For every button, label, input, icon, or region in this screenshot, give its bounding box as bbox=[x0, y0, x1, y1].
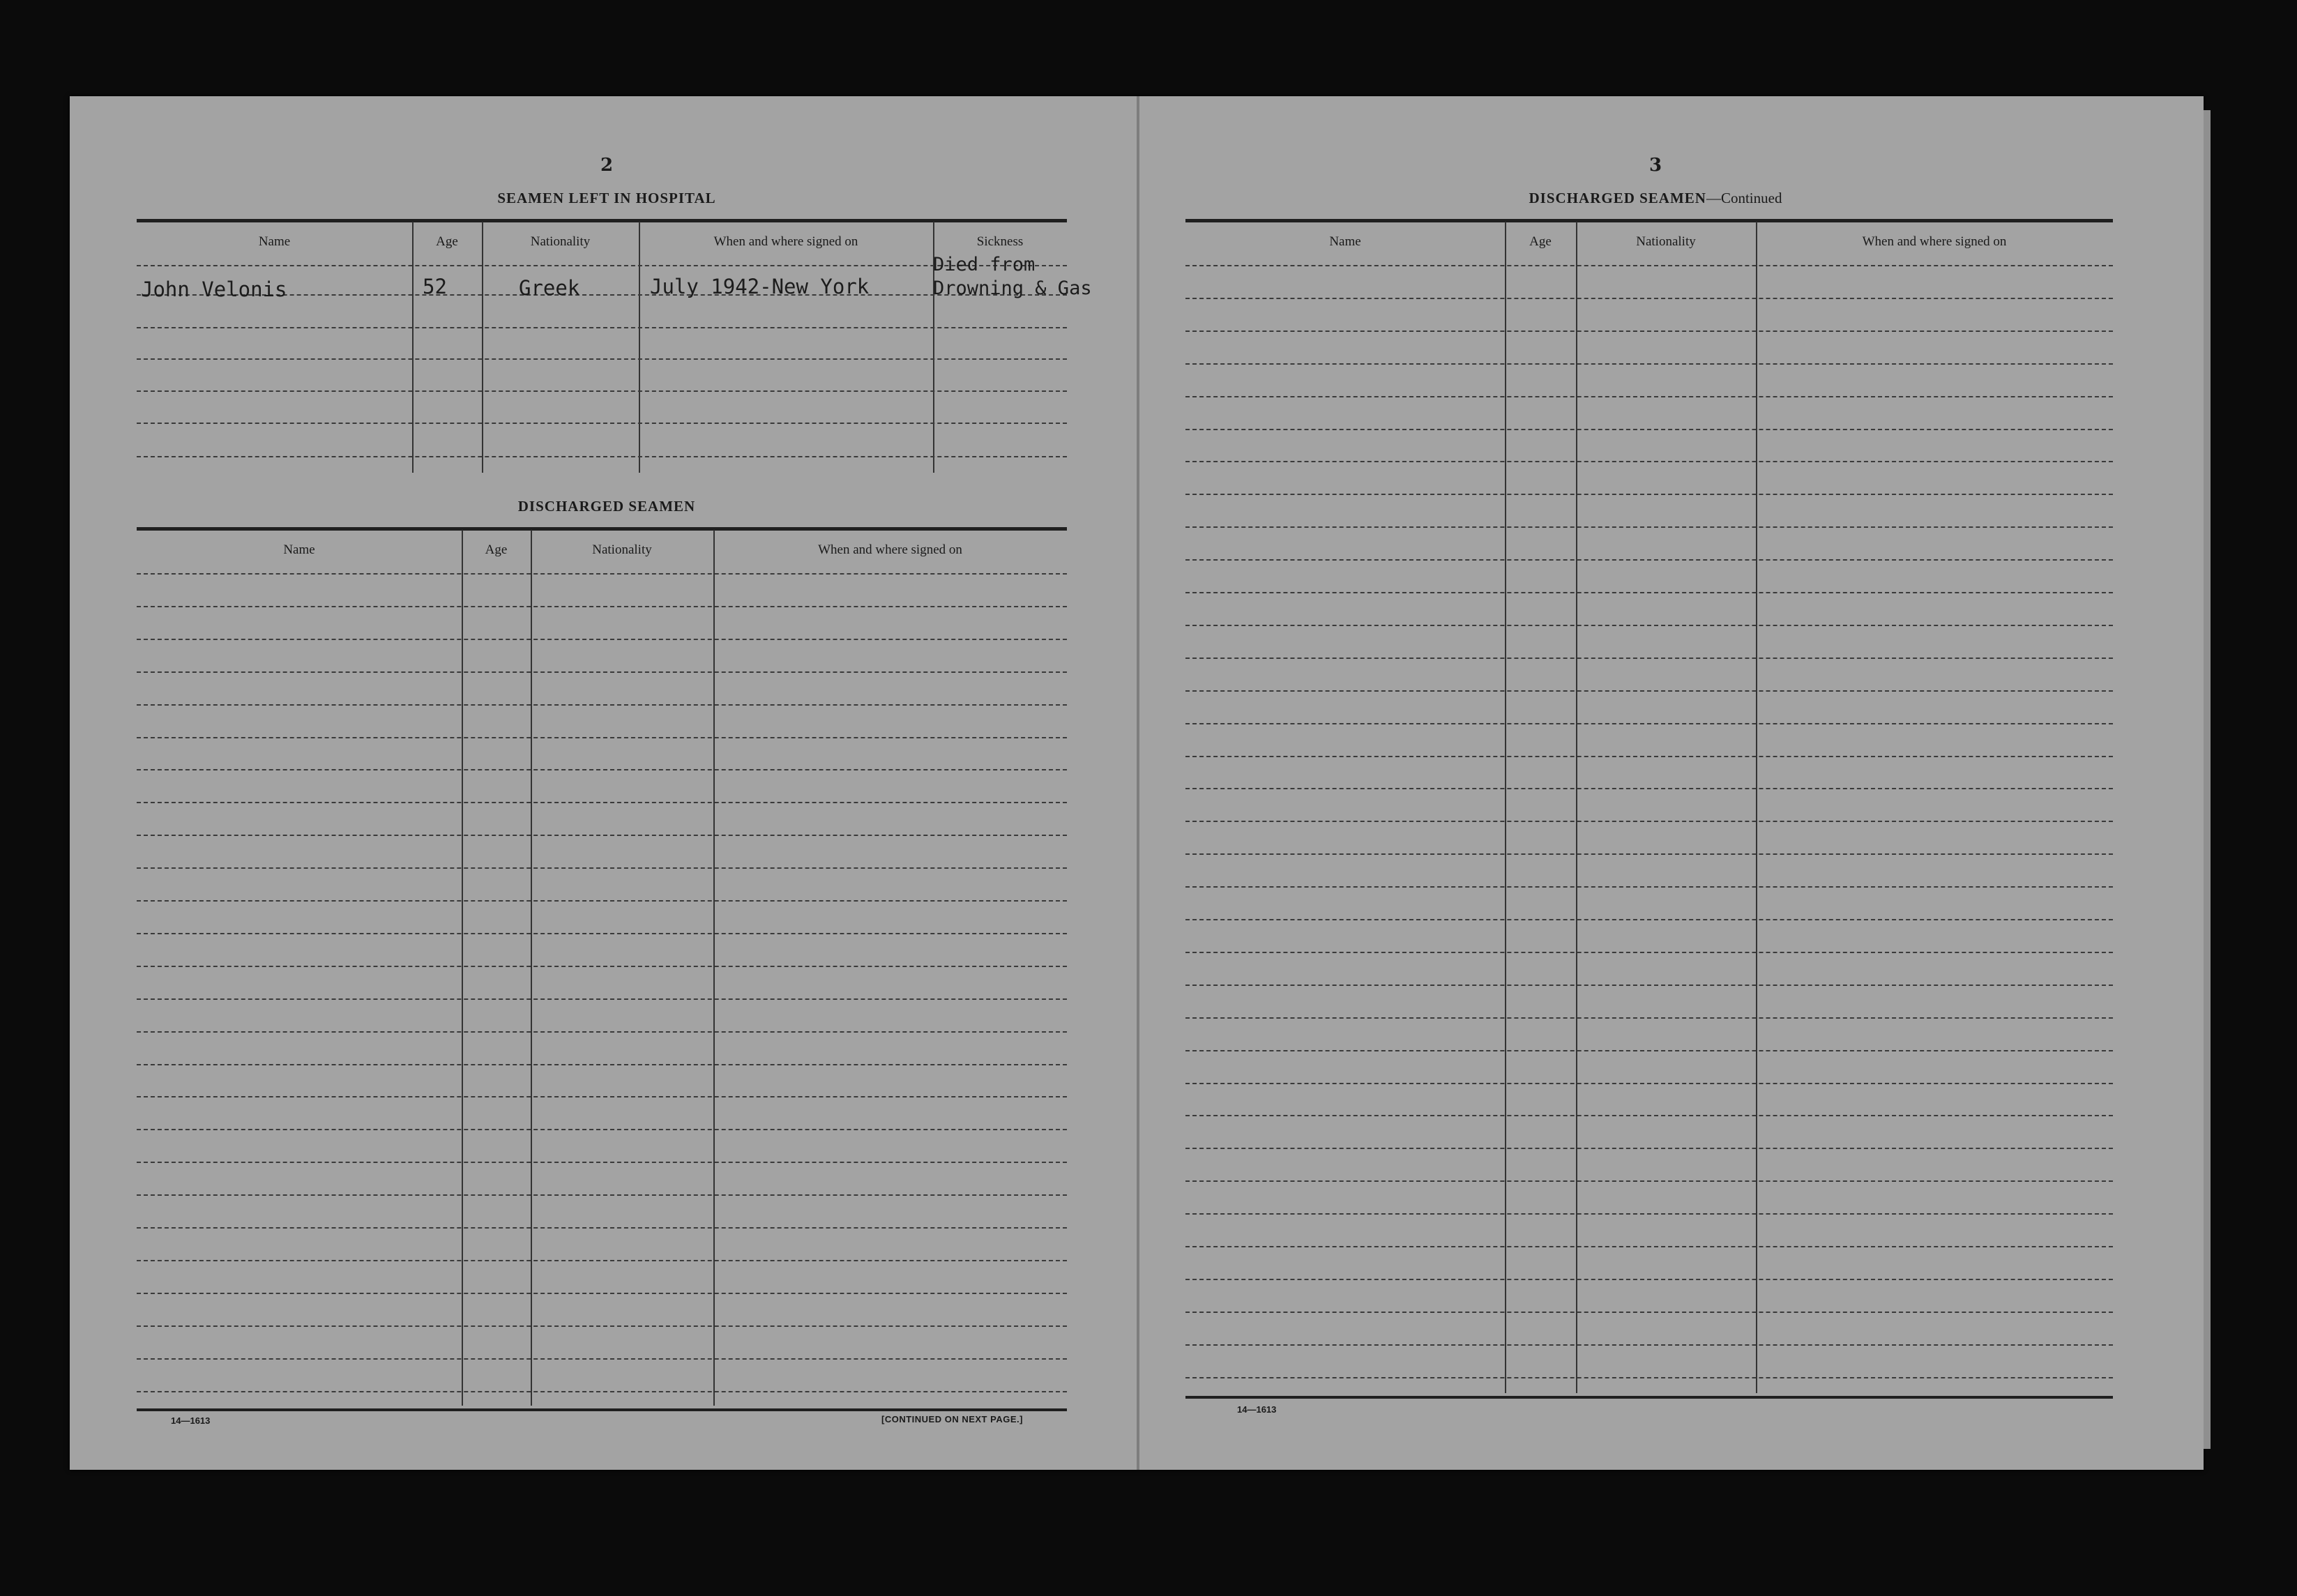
column-divider bbox=[1756, 222, 1757, 1393]
discharged-continued-title bbox=[1446, 190, 1865, 207]
row-line bbox=[1185, 396, 2113, 397]
row-line bbox=[137, 1064, 1067, 1065]
col-header-name: Name bbox=[283, 542, 315, 557]
row-line bbox=[137, 737, 1067, 738]
row-line bbox=[1185, 723, 2113, 724]
row-line bbox=[1185, 461, 2113, 462]
table-top-rule bbox=[137, 219, 1067, 222]
title-main: DISCHARGED SEAMEN bbox=[1529, 190, 1706, 206]
row-line bbox=[1185, 985, 2113, 986]
row-line bbox=[137, 769, 1067, 770]
row-line bbox=[137, 998, 1067, 1000]
column-divider bbox=[1505, 222, 1506, 1393]
row-line bbox=[137, 1260, 1067, 1261]
row-line bbox=[137, 639, 1067, 640]
col-header-nationality: Nationality bbox=[592, 542, 652, 557]
row-line bbox=[1185, 1148, 2113, 1149]
row-line bbox=[137, 671, 1067, 673]
row-line bbox=[1185, 330, 2113, 332]
page-number: 2 bbox=[600, 155, 614, 176]
row-line bbox=[1185, 592, 2113, 593]
column-divider bbox=[462, 530, 463, 1406]
row-line bbox=[1185, 625, 2113, 626]
row-line bbox=[137, 835, 1067, 836]
table-top-rule bbox=[137, 527, 1067, 531]
entry-name: John Velonis bbox=[141, 278, 287, 301]
entry-age: 52 bbox=[423, 275, 447, 298]
column-divider bbox=[713, 530, 715, 1406]
col-header-nationality: Nationality bbox=[1636, 234, 1696, 249]
column-divider bbox=[531, 530, 532, 1406]
row-line bbox=[137, 802, 1067, 803]
row-line bbox=[137, 1391, 1067, 1392]
row-line bbox=[1185, 265, 2113, 266]
row-line bbox=[137, 327, 1067, 328]
col-header-sickness: Sickness bbox=[976, 234, 1024, 249]
title-continued: —Continued bbox=[1706, 190, 1782, 206]
column-divider bbox=[412, 222, 414, 473]
form-code: 14—1613 bbox=[171, 1415, 211, 1426]
col-header-age: Age bbox=[1529, 234, 1552, 249]
entry-sickness-line2: Drowning & Gas bbox=[933, 278, 1092, 299]
row-line bbox=[1185, 952, 2113, 953]
document-sheet bbox=[70, 96, 2204, 1470]
table-bottom-rule bbox=[1185, 1396, 2113, 1399]
row-line bbox=[137, 966, 1067, 967]
discharged-section-title: DISCHARGED SEAMEN bbox=[517, 498, 696, 515]
row-line bbox=[1185, 363, 2113, 365]
row-line bbox=[137, 265, 1067, 266]
row-line bbox=[1185, 756, 2113, 757]
row-line bbox=[1185, 494, 2113, 495]
row-line bbox=[137, 1129, 1067, 1130]
column-divider bbox=[639, 222, 640, 473]
table-top-rule bbox=[1185, 219, 2113, 222]
row-line bbox=[1185, 1344, 2113, 1346]
col-header-name: Name bbox=[1329, 234, 1361, 249]
row-line bbox=[137, 358, 1067, 360]
col-header-name: Name bbox=[258, 234, 291, 249]
row-line bbox=[137, 1325, 1067, 1327]
row-line bbox=[1185, 1213, 2113, 1215]
col-header-signed-on: When and where signed on bbox=[1862, 234, 2007, 249]
row-line bbox=[137, 1031, 1067, 1033]
col-header-nationality: Nationality bbox=[530, 234, 591, 249]
row-line bbox=[137, 606, 1067, 607]
row-line bbox=[137, 1162, 1067, 1163]
form-code: 14—1613 bbox=[1237, 1404, 1277, 1415]
row-line bbox=[1185, 1312, 2113, 1313]
row-line bbox=[137, 390, 1067, 392]
row-line bbox=[1185, 526, 2113, 528]
row-line bbox=[1185, 1377, 2113, 1378]
row-line bbox=[1185, 821, 2113, 822]
page-edge bbox=[2204, 110, 2211, 1449]
row-line bbox=[1185, 1083, 2113, 1084]
row-line bbox=[137, 1227, 1067, 1229]
row-line bbox=[137, 867, 1067, 869]
row-line bbox=[137, 900, 1067, 902]
hospital-section-title: SEAMEN LEFT IN HOSPITAL bbox=[497, 190, 716, 206]
table-bottom-rule bbox=[137, 1408, 1067, 1411]
entry-sickness-line1: Died from bbox=[933, 254, 1036, 275]
right-page bbox=[1139, 96, 2204, 1470]
row-line bbox=[137, 704, 1067, 706]
column-divider bbox=[482, 222, 483, 473]
row-line bbox=[137, 573, 1067, 575]
row-line bbox=[1185, 853, 2113, 855]
row-line bbox=[1185, 1246, 2113, 1247]
row-line bbox=[137, 1194, 1067, 1196]
row-line bbox=[1185, 1115, 2113, 1116]
row-line bbox=[1185, 559, 2113, 561]
row-line bbox=[1185, 1017, 2113, 1019]
row-line bbox=[1185, 298, 2113, 299]
row-line bbox=[137, 1293, 1067, 1294]
row-line bbox=[1185, 886, 2113, 888]
discharged-table bbox=[137, 527, 1067, 1414]
entry-signed-on: July 1942-New York bbox=[650, 275, 870, 298]
row-line bbox=[137, 1358, 1067, 1360]
row-line bbox=[137, 456, 1067, 457]
row-line bbox=[1185, 429, 2113, 430]
page-number: 3 bbox=[1648, 155, 1662, 176]
entry-nationality: Greek bbox=[519, 276, 580, 300]
col-header-signed-on: When and where signed on bbox=[713, 234, 858, 249]
row-line bbox=[137, 1096, 1067, 1097]
col-header-age: Age bbox=[485, 542, 508, 557]
row-line bbox=[137, 423, 1067, 424]
col-header-signed-on: When and where signed on bbox=[818, 542, 962, 557]
row-line bbox=[1185, 1180, 2113, 1182]
col-header-age: Age bbox=[436, 234, 458, 249]
row-line bbox=[1185, 658, 2113, 659]
continued-note: [CONTINUED ON NEXT PAGE.] bbox=[881, 1414, 1023, 1424]
row-line bbox=[1185, 919, 2113, 920]
row-line bbox=[137, 933, 1067, 934]
left-page bbox=[70, 96, 1137, 1470]
row-line bbox=[1185, 1279, 2113, 1280]
row-line bbox=[1185, 788, 2113, 789]
row-line bbox=[1185, 1050, 2113, 1051]
hospital-table bbox=[137, 219, 1092, 473]
row-line bbox=[1185, 690, 2113, 692]
column-divider bbox=[1576, 222, 1577, 1393]
discharged-continued-table bbox=[1185, 219, 2113, 1404]
